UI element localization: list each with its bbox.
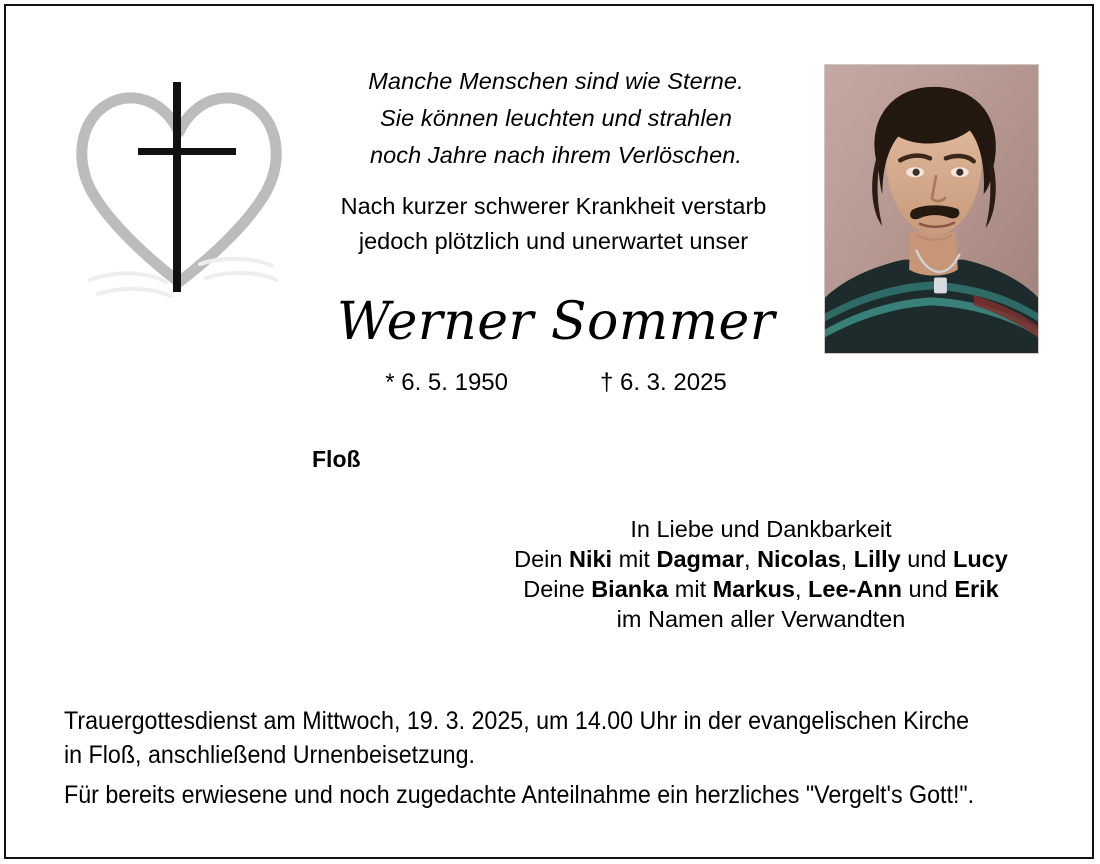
service-line-2: in Floß, anschließend Urnenbeisetzung. [64,741,475,769]
birth-date: * 6. 5. 1950 [385,369,508,396]
life-dates [306,367,806,399]
intro-line-2: jedoch plötzlich und unerwartet unser [358,228,749,254]
portrait-photo [824,64,1039,354]
intro-text [301,189,806,259]
death-date: † 6. 3. 2025 [599,369,727,396]
heart-with-cross-icon [54,64,304,309]
service-line-1: Trauergottesdienst am Mittwoch, 19. 3. 2025, um 14.00 Uhr in der evangelischen Kirche [64,707,970,735]
mourners-line-3: Deine Bianka mit Markus, Lee-Ann und Erik [523,576,999,602]
quote-line-3: noch Jahre nach ihrem Verlöschen. [369,142,743,168]
deceased-name: Werner Sommer [336,292,776,352]
memorial-quote [306,63,806,174]
mourners-block [476,514,1046,634]
mourners-line-4: im Namen aller Verwandten [616,606,906,632]
town-name: Floß [312,446,361,472]
quote-line-1: Manche Menschen sind wie Sterne. [368,68,744,94]
service-details [64,704,975,772]
quote-line-2: Sie können leuchten und strahlen [379,105,733,131]
thanks-text: Für bereits erwiesene und noch zugedachte Anteilnahme ein herzliches "Vergelt's Gott!". [64,781,975,809]
obituary-notice [4,4,1094,859]
mourners-line-2: Dein Niki mit Dagmar, Nicolas, Lilly und Lucy [514,546,1008,572]
intro-line-1: Nach kurzer schwerer Krankheit verstarb [340,193,767,219]
mourners-line-1: In Liebe und Dankbarkeit [630,516,892,542]
